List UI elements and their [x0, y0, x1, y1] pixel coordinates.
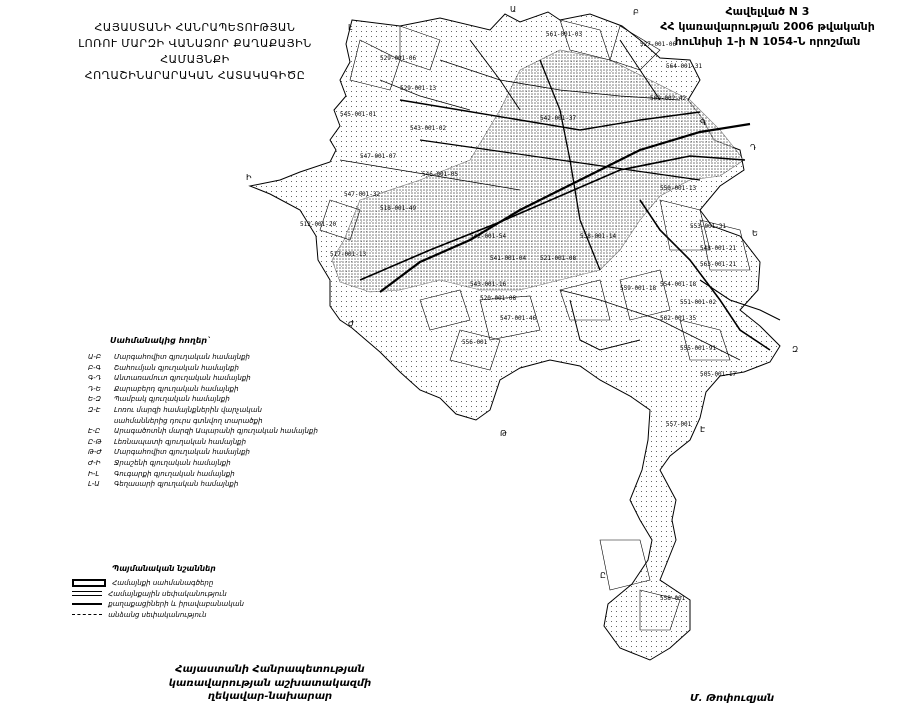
- legend-item: Դ-Ե Քարաբերդ գյուղական համայնքի: [88, 384, 239, 393]
- legend-item: Զ-Է Լոռու մարզի համայնքներին վարչական: [88, 405, 262, 414]
- header-left: [60, 20, 330, 84]
- double-line-icon: [72, 591, 102, 596]
- parcel-label: 553-001-31: [690, 223, 727, 230]
- corner-label-zhe: Ժ: [348, 319, 355, 328]
- legend-item: Թ-Ժ Մարգահովիտ գյուղական համայնքի: [88, 448, 250, 457]
- header-right-line3: հունիսի 1-ի N 1054-Ն որոշման: [674, 35, 861, 48]
- parcel-label: 505-001-17: [700, 371, 737, 378]
- parcel-label: 547-001-32: [344, 191, 381, 198]
- parcel-label: 564-001-31: [666, 63, 703, 70]
- symbols-list: [72, 578, 244, 620]
- parcel-label: 546-001-05: [422, 171, 459, 178]
- footer-left: [160, 663, 380, 704]
- parcel-label: 521-001-08: [540, 255, 577, 262]
- parcel-label: 561-001-03: [546, 31, 583, 38]
- legend-title: Սահմանակից հողեր`: [110, 336, 212, 345]
- footer-left-line1: Հայաստանի Հանրապետության: [175, 664, 365, 675]
- footer-left-line2: կառավարության աշխատակազմի: [168, 677, 372, 689]
- legend-item: Ա-Բ Մարգահովիտ գյուղական համայնքի: [88, 353, 250, 361]
- parcel-label: 563-001-21: [700, 261, 737, 268]
- parcel-label: 559-001-18: [620, 285, 657, 292]
- parcel-label: 558-001: [660, 595, 686, 602]
- parcel-label: 543-001-02: [410, 125, 447, 132]
- header-left-line2: ԼՈՌՈՒ ՄԱՐԶԻ ՎԱՆԱՁՈՐ ՔԱՂԱՔԱՅԻՆ ՀԱՄԱՅՆՔԻ: [78, 37, 312, 66]
- parcel-label: 548-001-21: [700, 245, 737, 252]
- header-right-line2: ՀՀ կառավարության 2006 թվականի: [660, 20, 875, 33]
- legend-list: [88, 352, 318, 490]
- symbol-item: անձանց սեփականություն: [72, 610, 244, 621]
- legend-item: Ը-Թ Լեռնապատի գյուղական համայնքի: [88, 437, 247, 446]
- legend-item: Բ-Գ Շահումյան գյուղական համայնքի: [88, 363, 239, 372]
- legend-item: Գ-Դ Անտառամուտ գյուղական համայնքի: [88, 374, 251, 383]
- corner-label-e: Ե: [752, 229, 758, 238]
- symbols-title: Պայմանական նշաններ: [112, 564, 216, 573]
- symbol-item: Համայնքային սեփականություն: [72, 589, 244, 600]
- symbol-item: Համայնքի սահմանագծերը: [72, 578, 244, 589]
- corner-label-d: Դ: [750, 143, 757, 152]
- footer-left-line3: ղեկավար-նախարար: [207, 691, 333, 702]
- corner-label-b: Բ: [633, 8, 639, 17]
- corner-label-i: Ի: [246, 173, 252, 182]
- parcel-label: 527-001-06: [640, 41, 677, 48]
- parcel-label: 556-001: [462, 339, 488, 346]
- parcel-label: 545-001-01: [340, 111, 377, 118]
- parcel-label: 517-001-13: [330, 251, 367, 258]
- parcel-label: 555-001-91: [680, 345, 717, 352]
- boundary-line-icon: [72, 579, 106, 587]
- parcel-label: 551-001-02: [680, 299, 717, 306]
- corner-label-z: Զ: [792, 345, 799, 354]
- corner-label-l: Լ: [348, 23, 353, 32]
- parcel-label: 557-001: [666, 421, 692, 428]
- parcel-label: 542-001-37: [540, 115, 577, 122]
- dashed-line-icon: [72, 614, 102, 615]
- parcel-label: 529-001-06: [380, 55, 417, 62]
- header-left-line3: ՀՈՂԱՇԻՆԱՐԱՐԱԿԱՆ ՀԱՏԱԿԱԳԻԾԸ: [84, 69, 306, 82]
- legend-item: Լ-Ա Գեղասարի գյուղական համայնքի: [88, 480, 239, 489]
- parcel-label: 547-001-46: [500, 315, 537, 322]
- corner-label-to: Թ: [500, 429, 507, 438]
- thick-line-icon: [72, 603, 102, 605]
- legend-item-continuation: սահմաններից դուրս գտնվող տարածքի: [114, 416, 263, 425]
- parcel-label: 520-001-08: [480, 295, 517, 302]
- symbol-item: քաղաքացիների և իրավաբանական: [72, 599, 244, 610]
- corner-label-eh: Է: [700, 425, 706, 434]
- parcel-label: 547-001-07: [360, 153, 397, 160]
- legend-item: Ի-Լ Գուգարքի գյուղական համայնքի: [88, 469, 235, 478]
- signature: Մ. Թոփուզյան: [690, 693, 775, 704]
- parcel-label: 509-002-42: [650, 95, 687, 102]
- parcel-label: 550-001-13: [660, 185, 697, 192]
- corner-label-a: Ա: [510, 5, 517, 14]
- parcel-label: 562-001-35: [660, 315, 697, 322]
- parcel-label: 543-001-16: [470, 281, 507, 288]
- header-right-line1: Հավելված N 3: [725, 5, 810, 18]
- parcel-label: 542-001-54: [470, 233, 507, 240]
- parcel-label: 512-001-20: [300, 221, 337, 228]
- legend-item: Ե-Զ Պամբակ գյուղական համայնքի: [88, 395, 230, 404]
- corner-label-c: Գ: [700, 118, 707, 127]
- corner-label-et: Ը: [600, 571, 606, 580]
- parcel-label: 538-001-14: [580, 233, 617, 240]
- legend-item: Է-Ը Արագածոտնի մարզի Ապարանի գյուղական համայնքի: [88, 427, 318, 436]
- header-right: [620, 4, 915, 49]
- header-left-line1: ՀԱՅԱՍՏԱՆԻ ՀԱՆՐԱՊԵՏՈՒԹՅԱՆ: [94, 21, 296, 34]
- parcel-label: 518-001-49: [380, 205, 417, 212]
- legend-item: Ժ-Ի Ջրաշենի գյուղական համայնքի: [88, 458, 231, 467]
- parcel-label: 554-001-18: [660, 281, 697, 288]
- parcel-label: 529-001-13: [400, 85, 437, 92]
- parcel-label: 541-001-04: [490, 255, 527, 262]
